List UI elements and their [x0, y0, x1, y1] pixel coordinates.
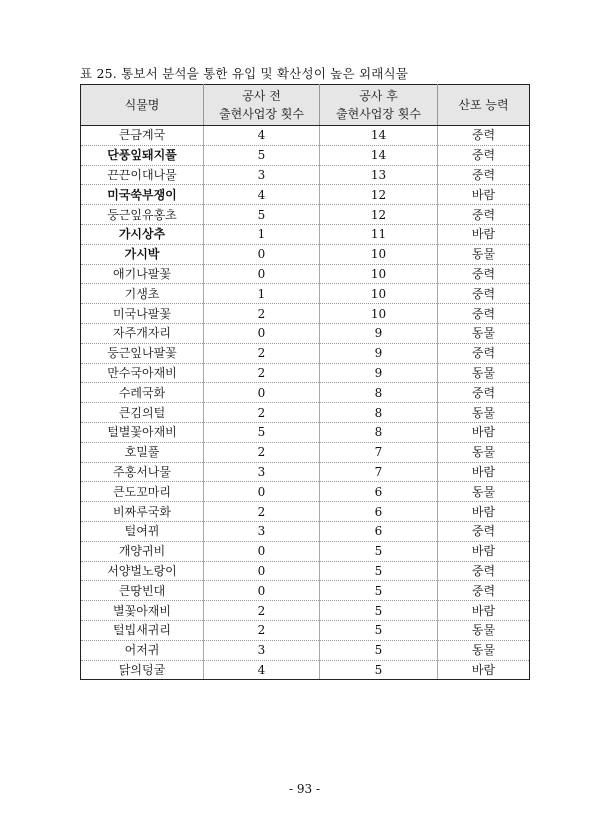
cell-after-count: 12: [320, 185, 438, 205]
cell-before-count: 4: [204, 126, 320, 146]
cell-after-count: 7: [320, 462, 438, 482]
cell-plant-name: 별꽃아재비: [81, 601, 204, 621]
cell-plant-name: 기생초: [81, 284, 204, 304]
cell-before-count: 0: [204, 264, 320, 284]
cell-before-count: 1: [204, 284, 320, 304]
cell-before-count: 0: [204, 482, 320, 502]
cell-dispersal: 중력: [438, 521, 530, 541]
cell-after-count: 7: [320, 442, 438, 462]
cell-before-count: 0: [204, 581, 320, 601]
cell-dispersal: 중력: [438, 343, 530, 363]
cell-dispersal: 바람: [438, 224, 530, 244]
table-row: [81, 165, 530, 185]
table-row: [81, 145, 530, 165]
table-row: [81, 224, 530, 244]
cell-dispersal: 동물: [438, 442, 530, 462]
table-row: [81, 403, 530, 423]
cell-after-count: 6: [320, 521, 438, 541]
table-row: [81, 640, 530, 660]
cell-plant-name: 자주개자리: [81, 323, 204, 343]
cell-after-count: 8: [320, 422, 438, 442]
cell-dispersal: 동물: [438, 363, 530, 383]
table-caption: 표 25. 통보서 분석을 통한 유입 및 확산성이 높은 외래식물: [80, 66, 409, 81]
cell-before-count: 3: [204, 462, 320, 482]
cell-before-count: 5: [204, 145, 320, 165]
cell-plant-name: 단풍잎돼지풀: [81, 145, 204, 165]
cell-before-count: 2: [204, 620, 320, 640]
cell-after-count: 9: [320, 323, 438, 343]
table-row: [81, 323, 530, 343]
header-dispersal: 산포 능력: [438, 85, 530, 126]
table-row: [81, 304, 530, 324]
cell-plant-name: 개양귀비: [81, 541, 204, 561]
cell-plant-name: 큰땅빈대: [81, 581, 204, 601]
cell-after-count: 10: [320, 244, 438, 264]
cell-dispersal: 바람: [438, 185, 530, 205]
cell-before-count: 5: [204, 422, 320, 442]
cell-plant-name: 둥근잎나팔꽃: [81, 343, 204, 363]
cell-plant-name: 큰김의털: [81, 403, 204, 423]
cell-plant-name: 닭의덩굴: [81, 660, 204, 680]
cell-dispersal: 중력: [438, 205, 530, 225]
cell-plant-name: 가시박: [81, 244, 204, 264]
table-row: [81, 244, 530, 264]
table-row: [81, 620, 530, 640]
cell-before-count: 3: [204, 640, 320, 660]
cell-plant-name: 둥근잎유홍초: [81, 205, 204, 225]
cell-after-count: 5: [320, 640, 438, 660]
header-before-construction: 공사 전 출현사업장 횟수: [204, 85, 320, 126]
cell-plant-name: 애기나팔꽃: [81, 264, 204, 284]
cell-before-count: 4: [204, 185, 320, 205]
cell-plant-name: 털빕새귀리: [81, 620, 204, 640]
cell-after-count: 9: [320, 363, 438, 383]
cell-before-count: 0: [204, 244, 320, 264]
cell-before-count: 3: [204, 165, 320, 185]
cell-after-count: 10: [320, 304, 438, 324]
cell-plant-name: 수레국화: [81, 383, 204, 403]
cell-plant-name: 서양벌노랑이: [81, 561, 204, 581]
cell-dispersal: 동물: [438, 244, 530, 264]
table-row: [81, 482, 530, 502]
cell-plant-name: 큰도꼬마리: [81, 482, 204, 502]
cell-dispersal: 바람: [438, 502, 530, 522]
cell-dispersal: 동물: [438, 323, 530, 343]
table-row: [81, 343, 530, 363]
cell-plant-name: 비짜루국화: [81, 502, 204, 522]
cell-plant-name: 어저귀: [81, 640, 204, 660]
cell-after-count: 8: [320, 383, 438, 403]
cell-dispersal: 동물: [438, 482, 530, 502]
cell-dispersal: 중력: [438, 264, 530, 284]
cell-after-count: 10: [320, 284, 438, 304]
cell-before-count: 2: [204, 442, 320, 462]
cell-before-count: 2: [204, 601, 320, 621]
cell-dispersal: 바람: [438, 462, 530, 482]
cell-after-count: 5: [320, 620, 438, 640]
page-number: - 93 -: [288, 782, 320, 796]
cell-dispersal: 동물: [438, 640, 530, 660]
table-row: [81, 363, 530, 383]
cell-plant-name: 큰금계국: [81, 126, 204, 146]
cell-plant-name: 끈끈이대나물: [81, 165, 204, 185]
cell-after-count: 8: [320, 403, 438, 423]
table-header-row: [81, 85, 530, 126]
cell-dispersal: 바람: [438, 422, 530, 442]
cell-after-count: 5: [320, 561, 438, 581]
header-plant-name: 식물명: [81, 85, 204, 126]
table-row: [81, 581, 530, 601]
cell-dispersal: 중력: [438, 145, 530, 165]
cell-after-count: 6: [320, 502, 438, 522]
cell-before-count: 2: [204, 363, 320, 383]
table-row: [81, 502, 530, 522]
cell-dispersal: 동물: [438, 620, 530, 640]
cell-before-count: 0: [204, 383, 320, 403]
cell-after-count: 10: [320, 264, 438, 284]
table-row: [81, 660, 530, 680]
table-row: [81, 422, 530, 442]
cell-dispersal: 중력: [438, 126, 530, 146]
cell-plant-name: 털여뀌: [81, 521, 204, 541]
cell-plant-name: 호밀풀: [81, 442, 204, 462]
table-row: [81, 541, 530, 561]
cell-dispersal: 동물: [438, 403, 530, 423]
cell-before-count: 0: [204, 561, 320, 581]
table-row: [81, 126, 530, 146]
invasive-plants-table: [80, 84, 530, 680]
cell-after-count: 5: [320, 601, 438, 621]
cell-dispersal: 바람: [438, 541, 530, 561]
table-row: [81, 561, 530, 581]
table-row: [81, 383, 530, 403]
cell-dispersal: 중력: [438, 383, 530, 403]
cell-after-count: 14: [320, 126, 438, 146]
cell-plant-name: 미국나팔꽃: [81, 304, 204, 324]
table-row: [81, 264, 530, 284]
cell-before-count: 4: [204, 660, 320, 680]
table-row: [81, 284, 530, 304]
cell-before-count: 2: [204, 502, 320, 522]
cell-plant-name: 주홍서나물: [81, 462, 204, 482]
cell-after-count: 5: [320, 660, 438, 680]
cell-before-count: 2: [204, 343, 320, 363]
cell-dispersal: 바람: [438, 660, 530, 680]
table-row: [81, 185, 530, 205]
table-row: [81, 601, 530, 621]
cell-after-count: 5: [320, 581, 438, 601]
cell-dispersal: 중력: [438, 284, 530, 304]
table-body: [81, 126, 530, 680]
cell-plant-name: 미국쑥부쟁이: [81, 185, 204, 205]
cell-dispersal: 중력: [438, 304, 530, 324]
cell-after-count: 11: [320, 224, 438, 244]
cell-after-count: 14: [320, 145, 438, 165]
cell-before-count: 3: [204, 521, 320, 541]
cell-before-count: 5: [204, 205, 320, 225]
cell-before-count: 2: [204, 403, 320, 423]
cell-after-count: 12: [320, 205, 438, 225]
cell-after-count: 9: [320, 343, 438, 363]
table-row: [81, 462, 530, 482]
cell-before-count: 0: [204, 541, 320, 561]
cell-after-count: 5: [320, 541, 438, 561]
cell-after-count: 13: [320, 165, 438, 185]
cell-before-count: 1: [204, 224, 320, 244]
cell-plant-name: 가시상추: [81, 224, 204, 244]
cell-dispersal: 중력: [438, 561, 530, 581]
cell-dispersal: 중력: [438, 581, 530, 601]
table-row: [81, 205, 530, 225]
cell-plant-name: 털별꽃아재비: [81, 422, 204, 442]
cell-before-count: 0: [204, 323, 320, 343]
header-after-construction: 공사 후 출현사업장 횟수: [320, 85, 438, 126]
table-row: [81, 442, 530, 462]
table-row: [81, 521, 530, 541]
cell-plant-name: 만수국아재비: [81, 363, 204, 383]
cell-before-count: 2: [204, 304, 320, 324]
cell-after-count: 6: [320, 482, 438, 502]
cell-dispersal: 바람: [438, 601, 530, 621]
cell-dispersal: 중력: [438, 165, 530, 185]
